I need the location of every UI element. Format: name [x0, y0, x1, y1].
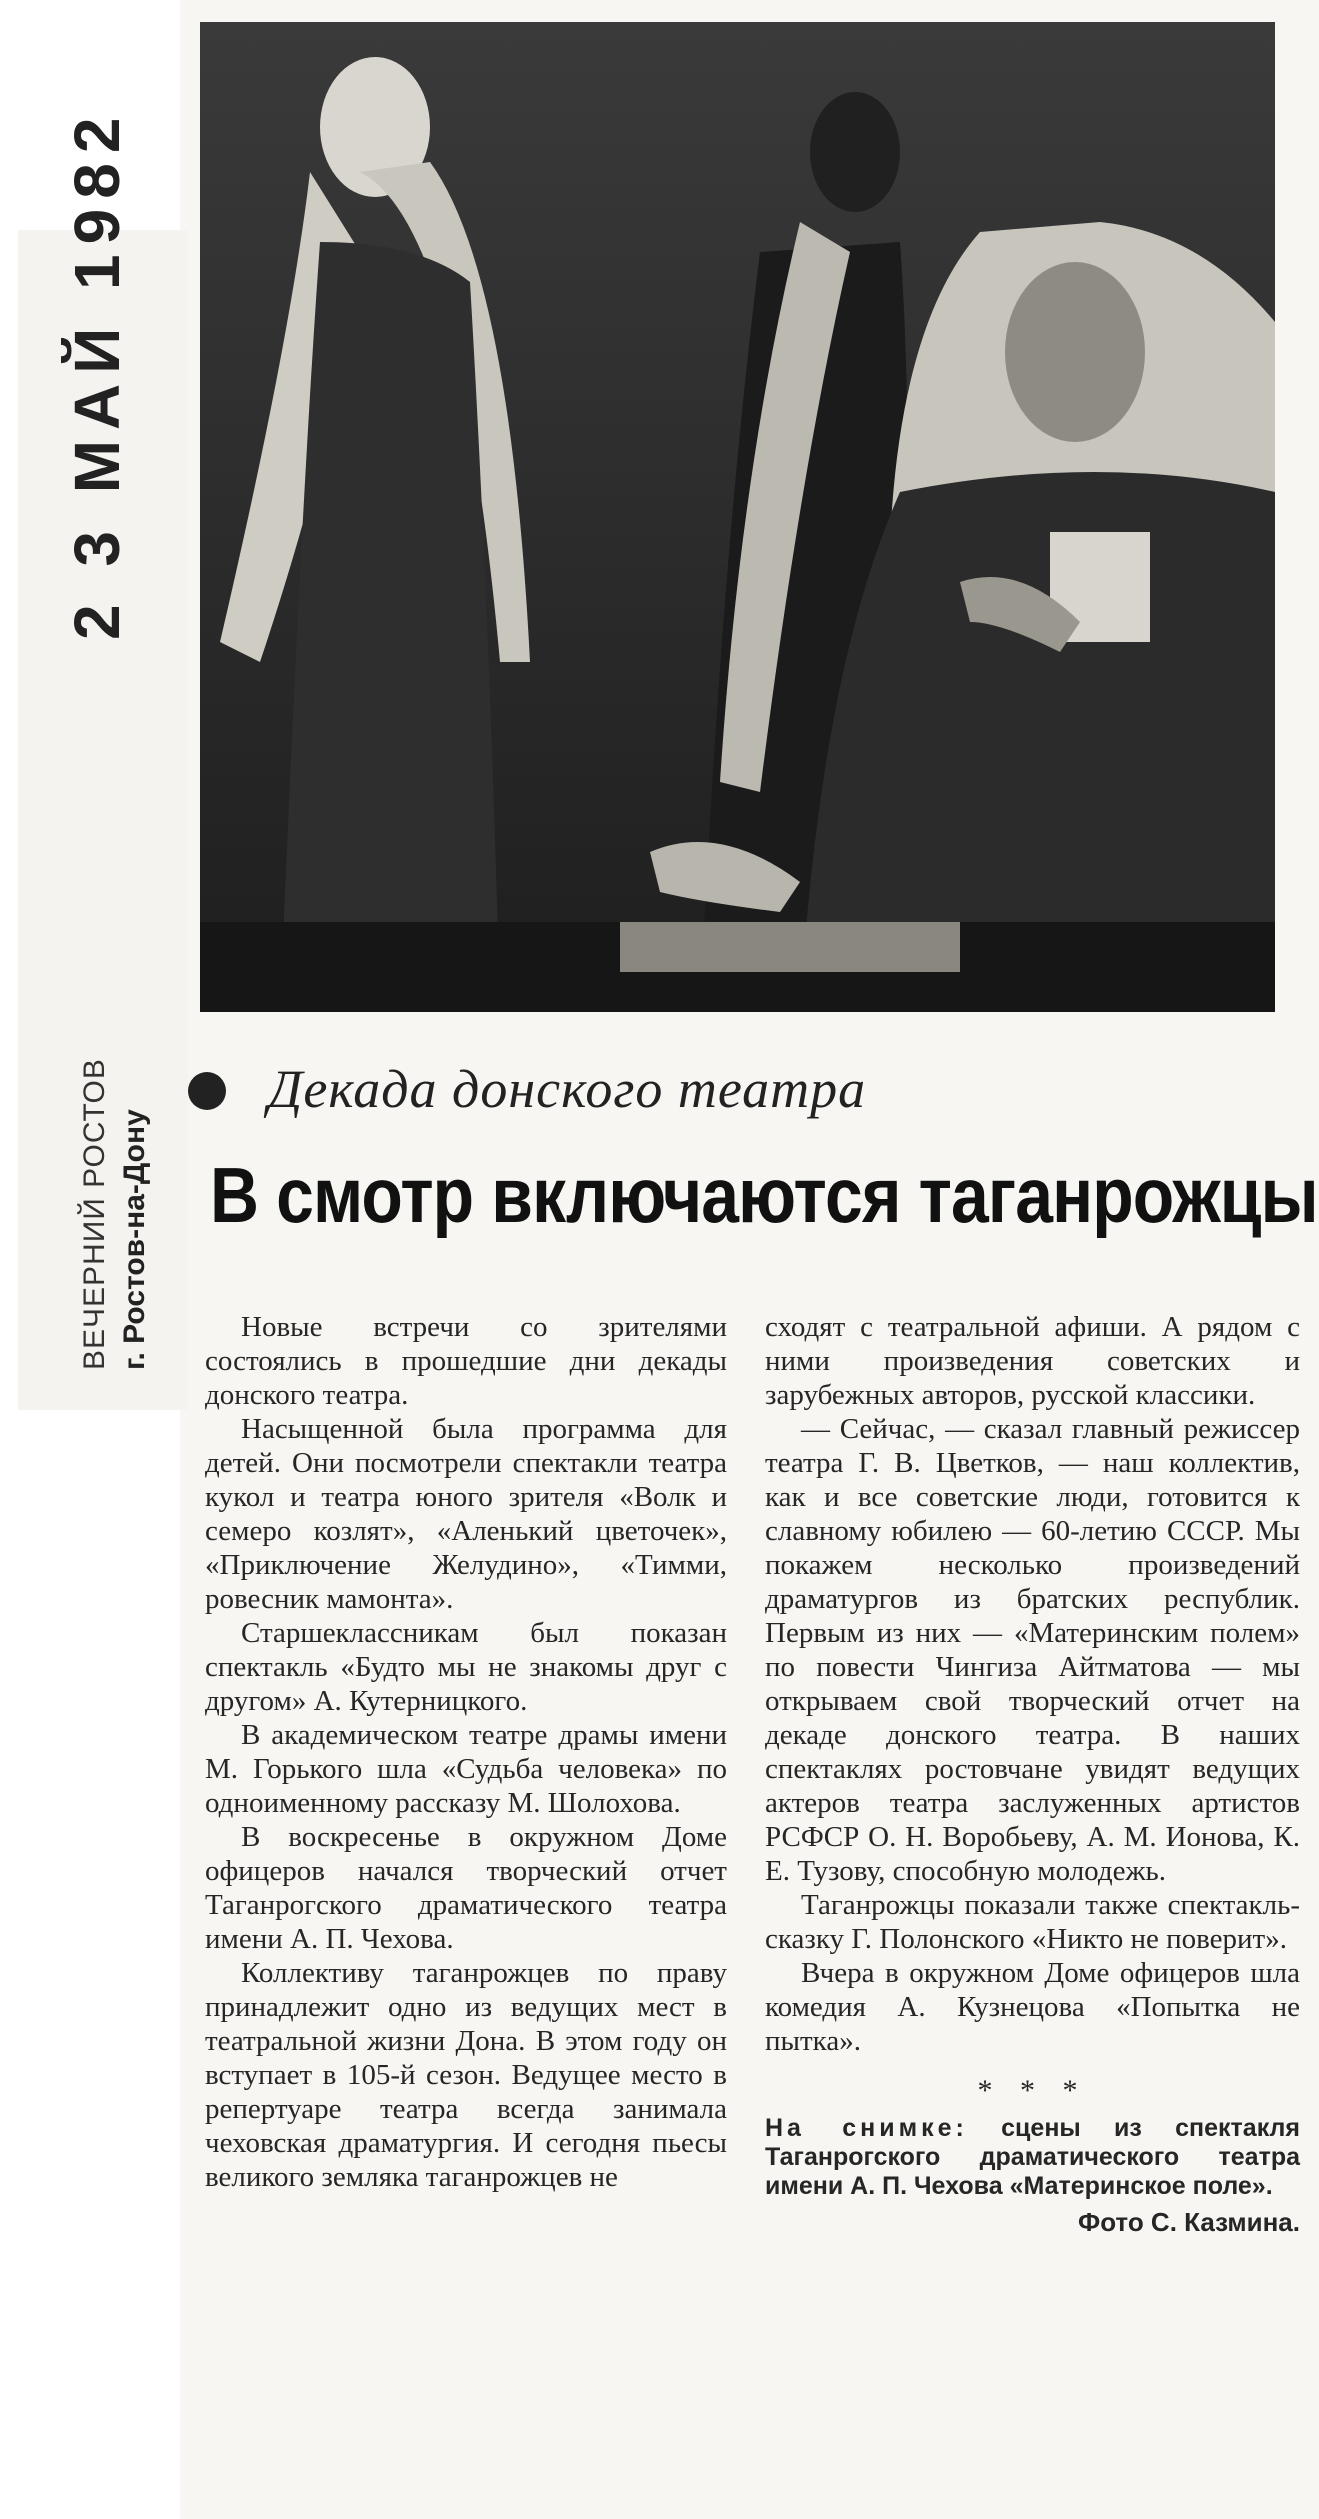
- article-column-left: [205, 1310, 727, 2194]
- rubric-title: Декада донского театра: [268, 1059, 867, 1119]
- paragraph: Коллективу таганрожцев по праву принадлежит одно из ведущих мест в театральной жизни Дона. В этом году он вступает в 105-й сезон. Ведущее место в репертуаре театра всегда занимала чеховская драматургия. И сегодня пьесы великого земляка таганрожцев не: [205, 1957, 727, 2193]
- paragraph: В академическом театре драмы имени М. Горького шла «Судьба человека» по одноименному рассказу М. Шолохова.: [205, 1719, 727, 1819]
- section-separator: * * *: [977, 2074, 1088, 2107]
- rubric-bullet-icon: [188, 1072, 226, 1110]
- paragraph: Насыщенной была программа для детей. Они посмотрели спектакли театра кукол и театра юного зрителя «Волк и семеро козлят», «Аленький цветочек», «Приключение Желудино», «Тимми, ровесник мамонта».: [205, 1413, 727, 1615]
- photo-caption: [765, 2114, 1300, 2201]
- paragraph: Таганрожцы показали также спектакль-сказку Г. Полонского «Никто не поверит».: [765, 1889, 1300, 1955]
- paragraph: В воскресенье в окружном Доме офицеров начался творческий отчет Таганрогского драматического театра имени А. П. Чехова.: [205, 1821, 727, 1955]
- newspaper-city: г. Ростов-на-Дону: [118, 1109, 151, 1370]
- date-stamp: 2 3 МАЙ 1982: [61, 107, 133, 640]
- paragraph: сходят с театральной афиши. А рядом с ними произведения советских и зарубежных авторов, русской классики.: [765, 1311, 1300, 1411]
- newspaper-name: ВЕЧЕРНИЙ РОСТОВ: [78, 1058, 111, 1370]
- stage-photo: [200, 22, 1275, 1012]
- paragraph: Новые встречи со зрителями состоялись в прошедшие дни декады донского театра.: [205, 1311, 727, 1411]
- photo-credit: Фото С. Казмина.: [1078, 2207, 1300, 2237]
- caption-text: сцены из спектакля Таганрогского драматического театра имени А. П. Чехова «Материнское поле».: [765, 2114, 1300, 2200]
- article-column-right: [765, 1310, 1300, 2239]
- article-headline: В смотр включаются таганрожцы: [210, 1151, 1318, 1239]
- paragraph: — Сейчас, — сказал главный режиссер театра Г. В. Цветков, — наш коллектив, как и все советские люди, готовится к славному юбилею — 60-летию СССР. Мы покажем несколько произведений драматургов из братских республик. Первым из них — «Материнским полем» по повести Чингиза Айтматова — мы открываем свой творческий отчет на декаде донского театра. В наших спектаклях ростовчане увидят ведущих актеров театра заслуженных артистов РСФСР О. Н. Воробьеву, А. М. Ионова, К. Е. Тузову, способную молодежь.: [765, 1413, 1300, 1887]
- caption-label: На снимке:: [765, 2114, 968, 2142]
- stage-photo-image: [200, 22, 1275, 1012]
- paragraph: Вчера в окружном Доме офицеров шла комедия А. Кузнецова «Попытка не пытка».: [765, 1957, 1300, 2057]
- paragraph: Старшеклассникам был показан спектакль «Будто мы не знакомы друг с другом» А. Кутерницкого.: [205, 1617, 727, 1717]
